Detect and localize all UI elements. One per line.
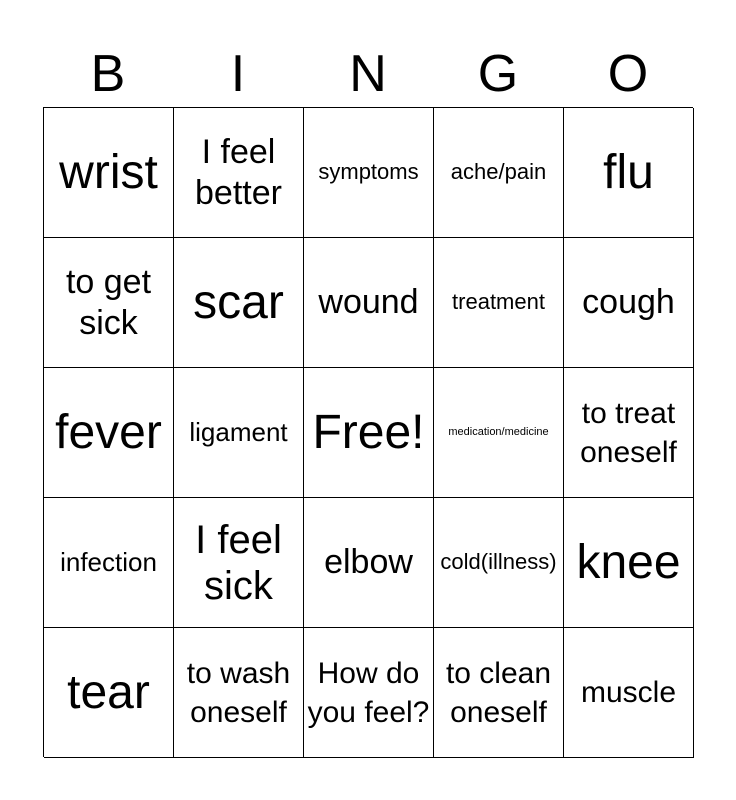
bingo-cell[interactable] bbox=[564, 238, 694, 368]
bingo-cell[interactable] bbox=[174, 628, 304, 758]
bingo-cell[interactable] bbox=[44, 108, 174, 238]
bingo-cell[interactable] bbox=[434, 628, 564, 758]
cell-label: medication/medicine bbox=[448, 425, 549, 438]
cell-label: I feel sick bbox=[195, 517, 282, 608]
header-letter-n: N bbox=[349, 45, 387, 103]
bingo-header bbox=[43, 40, 693, 108]
bingo-cell[interactable] bbox=[44, 498, 174, 628]
cell-label: How do you feel? bbox=[307, 656, 430, 729]
cell-label: wound bbox=[318, 283, 419, 322]
cell-label: elbow bbox=[324, 543, 413, 582]
cell-label: infection bbox=[60, 546, 157, 577]
bingo-cell[interactable] bbox=[44, 238, 174, 368]
cell-label: to get sick bbox=[65, 262, 152, 342]
bingo-cell[interactable] bbox=[304, 238, 434, 368]
bingo-cell[interactable] bbox=[434, 108, 564, 238]
bingo-cell[interactable] bbox=[564, 628, 694, 758]
bingo-cell[interactable] bbox=[174, 368, 304, 498]
cell-label: tear bbox=[67, 665, 150, 719]
bingo-cell[interactable] bbox=[174, 498, 304, 628]
bingo-cell[interactable] bbox=[564, 498, 694, 628]
cell-label: scar bbox=[193, 275, 284, 329]
bingo-cell[interactable] bbox=[434, 238, 564, 368]
cell-label: ache/pain bbox=[450, 159, 547, 185]
cell-label: to treat oneself bbox=[580, 396, 677, 469]
bingo-cell[interactable] bbox=[434, 498, 564, 628]
header-letter-i: I bbox=[230, 45, 246, 103]
free-space-label: Free! bbox=[312, 405, 425, 459]
bingo-cell[interactable] bbox=[44, 628, 174, 758]
cell-label: to wash oneself bbox=[186, 656, 291, 729]
bingo-cell[interactable] bbox=[564, 108, 694, 238]
bingo-cell[interactable] bbox=[174, 108, 304, 238]
header-letter-g: G bbox=[477, 45, 519, 103]
cell-label: wrist bbox=[59, 145, 158, 199]
cell-label: cough bbox=[582, 283, 675, 322]
cell-label: muscle bbox=[580, 676, 677, 709]
cell-label: flu bbox=[603, 145, 654, 199]
cell-label: symptoms bbox=[318, 159, 419, 185]
bingo-board bbox=[43, 107, 693, 757]
bingo-cell[interactable] bbox=[44, 368, 174, 498]
cell-label: I feel better bbox=[195, 132, 282, 212]
bingo-cell[interactable] bbox=[564, 368, 694, 498]
bingo-cell[interactable] bbox=[304, 498, 434, 628]
cell-label: to clean oneself bbox=[445, 656, 552, 729]
bingo-cell[interactable] bbox=[304, 108, 434, 238]
header-letter-o: O bbox=[607, 45, 649, 103]
cell-label: ligament bbox=[189, 416, 288, 447]
bingo-cell free-space[interactable] bbox=[304, 368, 434, 498]
cell-label: treatment bbox=[452, 289, 545, 315]
cell-label: cold(illness) bbox=[440, 549, 557, 575]
header-letter-b: B bbox=[90, 45, 126, 103]
cell-label: fever bbox=[55, 405, 162, 459]
bingo-cell[interactable] bbox=[304, 628, 434, 758]
bingo-cell[interactable] bbox=[434, 368, 564, 498]
cell-label: knee bbox=[576, 535, 681, 589]
bingo-cell[interactable] bbox=[174, 238, 304, 368]
